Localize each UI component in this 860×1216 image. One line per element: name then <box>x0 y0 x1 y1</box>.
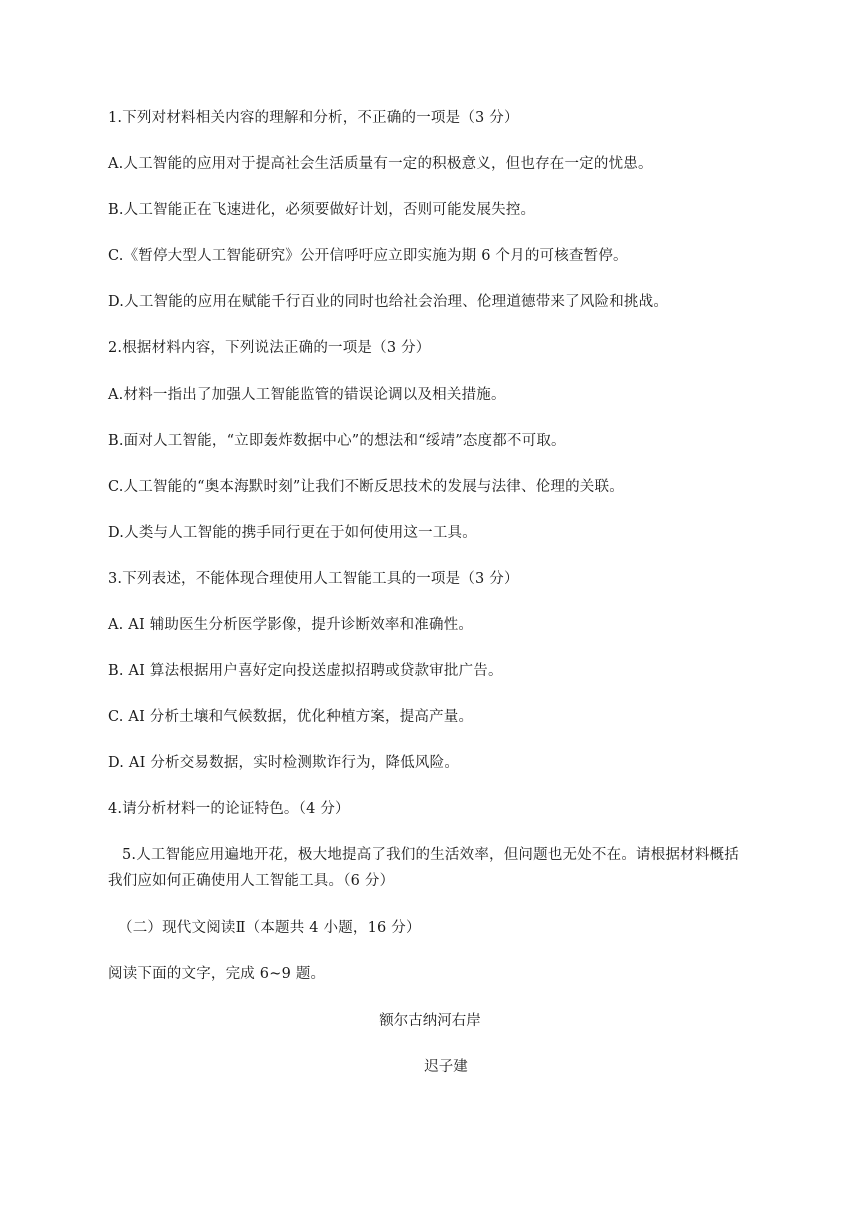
question-5-stem: 5.人工智能应用遍地开花，极大地提高了我们的生活效率，但问题也无处不在。请根据材料概括我们应如何正确使用人工智能工具。（6 分） <box>108 847 739 889</box>
question-2-option-c: C.人工智能的“奥本海默时刻”让我们不断反思技术的发展与法律、伦理的关联。 <box>108 479 624 495</box>
question-2-option-a: A.材料一指出了加强人工智能监管的错误论调以及相关措施。 <box>108 387 506 403</box>
question-2-option-d: D.人类与人工智能的携手同行更在于如何使用这一工具。 <box>108 525 477 541</box>
question-4-stem: 4.请分析材料一的论证特色。（4 分） <box>108 801 350 817</box>
reading-instruction: 阅读下面的文字，完成 6~9 题。 <box>108 966 326 982</box>
question-1-stem: 1.下列对材料相关内容的理解和分析，不正确的一项是（3 分） <box>108 110 519 126</box>
section-heading: （二）现代文阅读Ⅱ（本题共 4 小题，16 分） <box>118 920 421 936</box>
question-1-option-a: A.人工智能的应用对于提高社会生活质量有一定的积极意义，但也存在一定的忧患。 <box>108 156 653 172</box>
question-3-option-c: C. AI 分析土壤和气候数据，优化种植方案，提高产量。 <box>108 709 474 725</box>
question-1-option-b: B.人工智能正在飞速进化，必须要做好计划，否则可能发展失控。 <box>108 202 536 218</box>
article-title: 额尔古纳河右岸 <box>379 1013 481 1029</box>
question-2-option-b: B.面对人工智能，“立即轰炸数据中心”的想法和“绥靖”态度都不可取。 <box>108 433 566 449</box>
question-1-option-d: D.人工智能的应用在赋能千行百业的同时也给社会治理、伦理道德带来了风险和挑战。 <box>108 294 669 310</box>
article-author: 迟子建 <box>424 1059 468 1075</box>
question-3-option-a: A. AI 辅助医生分析医学影像，提升诊断效率和准确性。 <box>108 617 474 633</box>
question-3-stem: 3.下列表述，不能体现合理使用人工智能工具的一项是（3 分） <box>108 571 519 587</box>
question-1-option-c: C.《暂停大型人工智能研究》公开信呼吁应立即实施为期 6 个月的可核查暂停。 <box>108 248 628 264</box>
question-3-option-b: B. AI 算法根据用户喜好定向投送虚拟招聘或贷款审批广告。 <box>108 663 503 679</box>
question-3-option-d: D. AI 分析交易数据，实时检测欺诈行为，降低风险。 <box>108 755 460 771</box>
question-2-stem: 2.根据材料内容，下列说法正确的一项是（3 分） <box>108 340 431 356</box>
